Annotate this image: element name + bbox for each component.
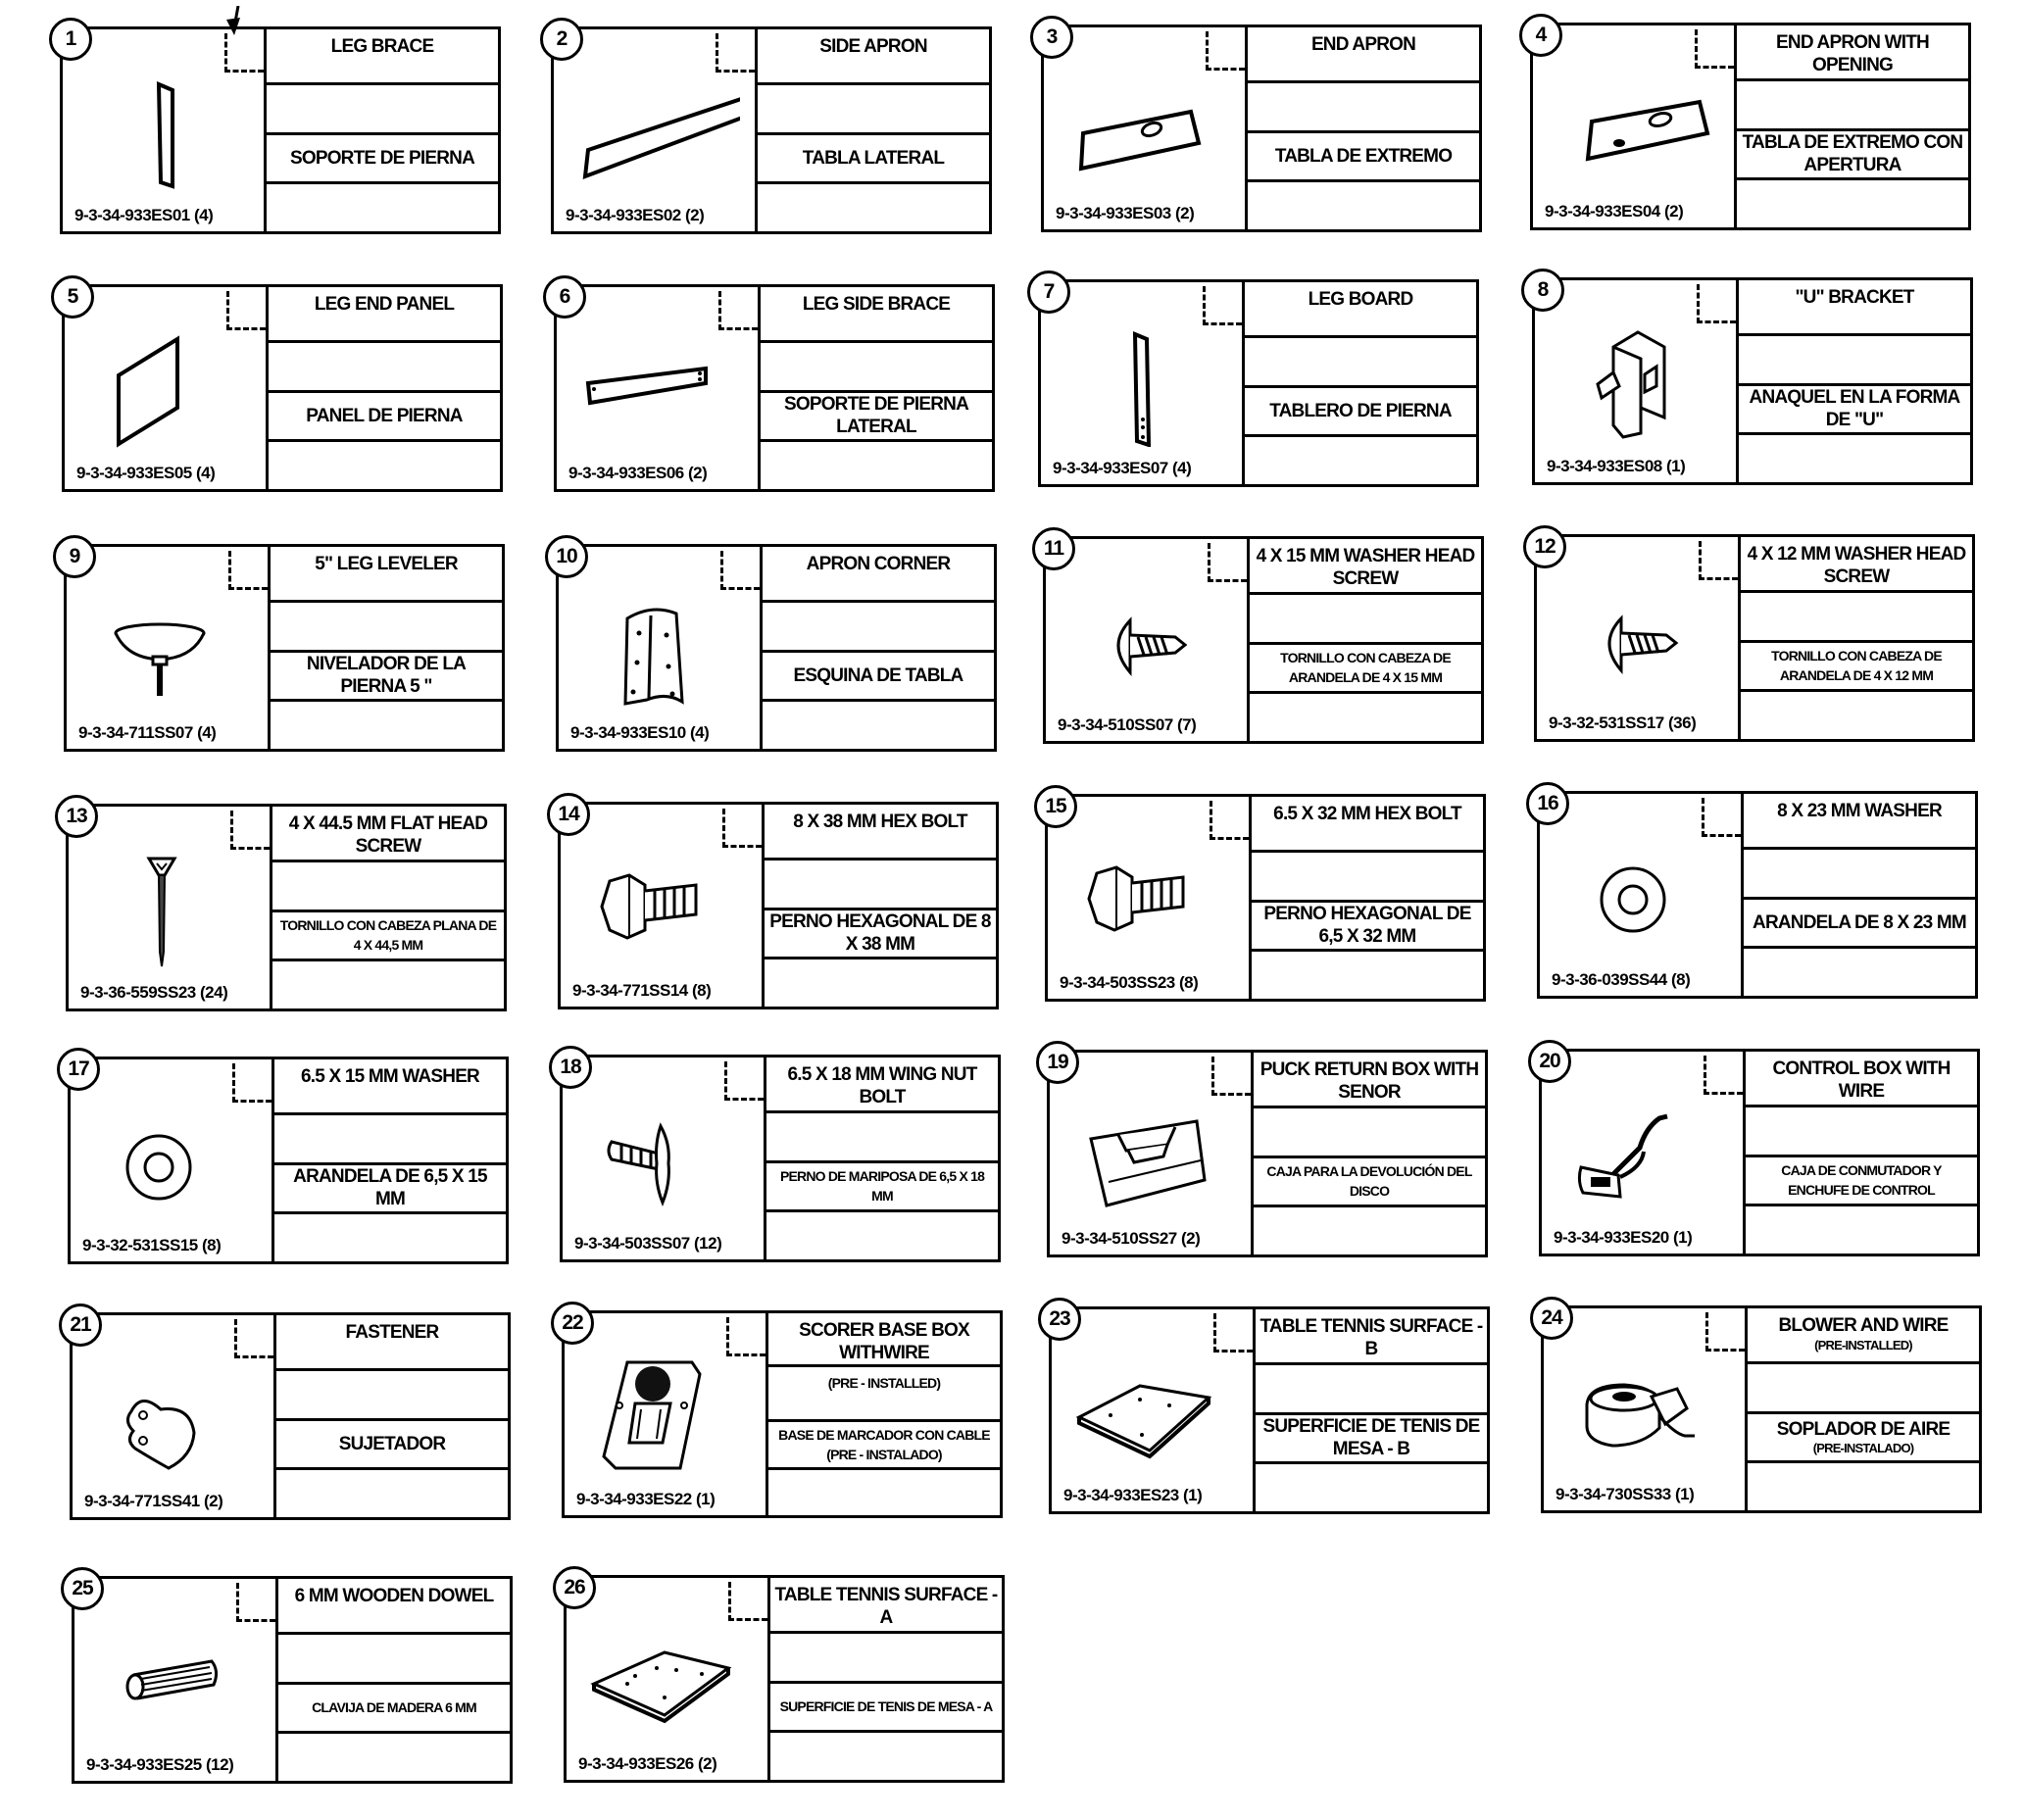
check-box[interactable] — [718, 291, 758, 330]
leg-board-icon — [1061, 329, 1227, 447]
apron-corner-icon — [578, 594, 745, 712]
spanish-label: PERNO HEXAGONAL DE 6,5 X 32 MM — [1252, 903, 1483, 953]
check-box[interactable] — [224, 33, 264, 73]
check-box[interactable] — [1705, 1312, 1745, 1352]
blank-cell — [758, 85, 989, 135]
english-label: 8 X 23 MM WASHER — [1744, 794, 1975, 850]
blank-cell — [267, 184, 498, 231]
part-number-badge: 25 — [61, 1567, 104, 1610]
part-illustration-panel — [1533, 25, 1737, 227]
side-apron-icon — [573, 76, 740, 194]
part-card-22 — [562, 1310, 1003, 1518]
part-card-21 — [70, 1312, 511, 1520]
scorer-base-box-icon — [584, 1360, 751, 1478]
part-label-table — [267, 29, 498, 231]
part-label-table — [1250, 539, 1481, 741]
blank-cell — [1250, 694, 1481, 741]
part-label-table — [758, 29, 989, 231]
english-note: (PRE-INSTALLED) — [1814, 1338, 1912, 1353]
part-card-13 — [66, 804, 507, 1011]
part-number: 9-3-34-933ES22 (1) — [576, 1490, 716, 1508]
check-box[interactable] — [1206, 31, 1245, 71]
blank-cell — [1256, 1365, 1487, 1415]
part-label-table — [1741, 537, 1972, 739]
part-number: 9-3-34-510SS07 (7) — [1058, 715, 1197, 734]
part-card-7 — [1038, 279, 1479, 487]
part-card-2 — [551, 26, 992, 234]
part-label-table — [1256, 1309, 1487, 1511]
washer-icon — [90, 1107, 257, 1224]
part-illustration-panel — [559, 547, 763, 749]
spanish-label: BASE DE MARCADOR CON CABLE (PRE - INSTALADO) — [768, 1422, 1000, 1470]
blank-cell — [269, 343, 500, 393]
part-number-badge: 24 — [1530, 1297, 1573, 1340]
english-label: TABLE TENNIS SURFACE - A — [770, 1578, 1002, 1634]
flat-head-screw-icon — [88, 854, 255, 971]
blank-cell — [1737, 180, 1968, 227]
english-label: 4 X 44.5 MM FLAT HEAD SCREW — [272, 807, 504, 862]
part-number: 9-3-34-730SS33 (1) — [1556, 1485, 1695, 1503]
part-card-9 — [64, 544, 505, 752]
spanish-label: SUPERFICIE DE TENIS DE MESA - B — [1256, 1415, 1487, 1465]
part-number-badge: 11 — [1032, 527, 1075, 570]
english-label: 6.5 X 15 MM WASHER — [274, 1059, 506, 1115]
blank-cell — [770, 1733, 1002, 1780]
part-illustration-panel — [65, 287, 269, 489]
part-illustration-panel — [67, 547, 271, 749]
part-illustration-panel — [1542, 1052, 1746, 1254]
blank-cell — [272, 862, 504, 912]
part-number-badge: 2 — [540, 18, 583, 61]
blank-cell — [278, 1635, 510, 1685]
blank-cell — [1741, 692, 1972, 739]
leg-leveler-icon — [86, 594, 253, 712]
english-label — [1748, 1308, 1979, 1364]
english-label: LEG SIDE BRACE — [761, 287, 992, 343]
part-label-table — [278, 1579, 510, 1781]
washer-head-screw-icon — [1556, 584, 1723, 702]
part-card-10 — [556, 544, 997, 752]
part-card-6 — [554, 284, 995, 492]
part-number-badge: 13 — [55, 795, 98, 838]
part-illustration-panel — [554, 29, 758, 231]
end-apron-opening-icon — [1553, 73, 1719, 190]
hex-bolt-icon — [1067, 844, 1234, 961]
blank-cell — [768, 1470, 1000, 1515]
wing-nut-bolt-icon — [582, 1105, 749, 1222]
part-card-4 — [1530, 23, 1971, 230]
english-label: CONTROL BOX WITH WIRE — [1746, 1052, 1977, 1107]
part-number: 9-3-34-503SS23 (8) — [1060, 973, 1199, 992]
part-card-25 — [72, 1576, 513, 1784]
part-number: 9-3-32-531SS15 (8) — [82, 1236, 222, 1254]
part-label-table — [269, 287, 500, 489]
blank-cell — [274, 1214, 506, 1261]
part-illustration-panel — [1540, 794, 1744, 996]
part-card-14 — [558, 802, 999, 1009]
spanish-label: ARANDELA DE 8 X 23 MM — [1744, 900, 1975, 950]
check-box[interactable] — [236, 1583, 275, 1622]
part-card-19 — [1047, 1050, 1488, 1257]
check-box[interactable] — [724, 1061, 764, 1101]
blank-cell — [1739, 435, 1970, 482]
blank-cell — [276, 1470, 508, 1517]
leg-brace-icon — [82, 76, 249, 194]
blank-cell — [1252, 952, 1483, 999]
check-box[interactable] — [1208, 543, 1247, 582]
blank-cell — [276, 1371, 508, 1421]
blank-cell — [1746, 1107, 1977, 1157]
blank-cell — [763, 603, 994, 653]
blank-cell — [1252, 853, 1483, 903]
part-number-badge: 1 — [49, 18, 92, 61]
part-card-5 — [62, 284, 503, 492]
spanish-label: PANEL DE PIERNA — [269, 393, 500, 443]
part-illustration-panel — [1050, 1053, 1254, 1254]
part-label-table — [274, 1059, 506, 1261]
part-number-badge: 17 — [57, 1048, 100, 1091]
part-illustration-panel — [74, 1579, 278, 1781]
blower-icon — [1563, 1355, 1730, 1473]
part-illustration-panel — [63, 29, 267, 231]
part-label-table — [1746, 1052, 1977, 1254]
check-box[interactable] — [1213, 1313, 1253, 1353]
spanish-label: ESQUINA DE TABLA — [763, 653, 994, 703]
english-label: PUCK RETURN BOX WITH SENOR — [1254, 1053, 1485, 1108]
part-number: 9-3-34-510SS27 (2) — [1062, 1229, 1201, 1248]
spanish-title: SOPLADOR DE AIRE — [1776, 1418, 1951, 1440]
check-box[interactable] — [728, 1582, 767, 1621]
check-box[interactable] — [228, 551, 268, 590]
part-label-table — [766, 1058, 998, 1259]
spanish-label: ANAQUEL EN LA FORMA DE "U" — [1739, 386, 1970, 436]
part-label-table — [1739, 280, 1970, 482]
english-label: 5" LEG LEVELER — [271, 547, 502, 603]
check-box[interactable] — [1203, 286, 1242, 325]
spanish-label: ARANDELA DE 6,5 X 15 MM — [274, 1165, 506, 1215]
part-card-16 — [1537, 791, 1978, 999]
spanish-label: CLAVIJA DE MADERA 6 MM — [278, 1685, 510, 1735]
part-card-26 — [564, 1575, 1005, 1783]
part-label-table — [763, 547, 994, 749]
part-number: 9-3-32-531SS17 (36) — [1549, 713, 1697, 732]
hex-bolt-icon — [580, 852, 747, 969]
part-illustration-panel — [1537, 537, 1741, 739]
part-illustration-panel — [1544, 1308, 1748, 1510]
part-illustration-panel — [563, 1058, 766, 1259]
english-label: TABLE TENNIS SURFACE - B — [1256, 1309, 1487, 1365]
english-label: LEG BRACE — [267, 29, 498, 85]
part-number-badge: 7 — [1027, 271, 1070, 314]
english-label: FASTENER — [276, 1315, 508, 1371]
part-illustration-panel — [71, 1059, 274, 1261]
part-number: 9-3-34-933ES05 (4) — [76, 464, 216, 482]
blank-cell — [1256, 1464, 1487, 1511]
blank-cell — [1254, 1108, 1485, 1158]
blank-cell — [1739, 336, 1970, 386]
part-label-table — [276, 1315, 508, 1517]
spanish-label: PERNO DE MARIPOSA DE 6,5 X 18 MM — [766, 1163, 998, 1213]
blank-cell — [1250, 595, 1481, 645]
english-note: (PRE - INSTALLED) — [768, 1367, 1000, 1421]
part-card-8 — [1532, 277, 1973, 485]
spanish-note: (PRE-INSTALADO) — [1812, 1440, 1914, 1455]
part-number-badge: 20 — [1528, 1040, 1571, 1083]
spanish-label: PERNO HEXAGONAL DE 8 X 38 MM — [765, 910, 996, 960]
table-surface-icon — [586, 1625, 753, 1743]
part-number-badge: 22 — [551, 1302, 594, 1345]
part-label-table — [1252, 797, 1483, 999]
part-number-badge: 4 — [1519, 14, 1562, 57]
blank-cell — [1748, 1463, 1979, 1510]
spanish-label — [1748, 1414, 1979, 1464]
part-number: 9-3-34-933ES26 (2) — [578, 1754, 717, 1773]
check-box[interactable] — [232, 1063, 272, 1103]
english-label: SCORER BASE BOX WITHWIRE — [768, 1313, 1000, 1367]
wooden-dowel-icon — [94, 1626, 261, 1744]
part-card-12 — [1534, 534, 1975, 742]
part-illustration-panel — [69, 807, 272, 1008]
blank-cell — [1245, 437, 1476, 484]
blank-cell — [766, 1113, 998, 1163]
part-number-badge: 3 — [1030, 16, 1073, 59]
leg-end-panel-icon — [84, 334, 251, 452]
english-label: 4 X 15 MM WASHER HEAD SCREW — [1250, 539, 1481, 595]
part-label-table — [271, 547, 502, 749]
part-label-table — [761, 287, 992, 489]
check-box[interactable] — [1211, 1057, 1251, 1096]
blank-cell — [763, 702, 994, 749]
part-illustration-panel — [1044, 27, 1248, 229]
part-illustration-panel — [1052, 1309, 1256, 1511]
part-number: 9-3-34-711SS07 (4) — [78, 723, 217, 742]
spanish-label: TORNILLO CON CABEZA PLANA DE 4 X 44,5 MM — [272, 912, 504, 962]
english-label: APRON CORNER — [763, 547, 994, 603]
spanish-label: NIVELADOR DE LA PIERNA 5 " — [271, 653, 502, 703]
english-label: "U" BRACKET — [1739, 280, 1970, 336]
english-label: END APRON WITH OPENING — [1737, 25, 1968, 81]
blank-cell — [1746, 1206, 1977, 1254]
pointer-arrow-icon — [221, 6, 250, 39]
part-label-table — [1737, 25, 1968, 227]
part-number: 9-3-34-503SS07 (12) — [574, 1234, 722, 1253]
check-box[interactable] — [1704, 1056, 1743, 1095]
part-number: 9-3-34-933ES23 (1) — [1063, 1486, 1203, 1504]
spanish-label: TABLA DE EXTREMO — [1248, 133, 1479, 183]
part-number-badge: 16 — [1526, 782, 1569, 825]
part-card-23 — [1049, 1306, 1490, 1514]
part-number: 9-3-34-933ES10 (4) — [570, 723, 710, 742]
blank-cell — [271, 603, 502, 653]
blank-cell — [1748, 1364, 1979, 1414]
part-number: 9-3-36-039SS44 (8) — [1552, 970, 1691, 989]
blank-cell — [765, 861, 996, 910]
blank-cell — [1744, 850, 1975, 900]
part-number: 9-3-34-933ES01 (4) — [74, 206, 214, 224]
part-number-badge: 9 — [53, 535, 96, 578]
blank-cell — [761, 442, 992, 489]
table-surface-icon — [1071, 1356, 1238, 1474]
washer-icon — [1559, 841, 1726, 959]
part-number-badge: 12 — [1523, 525, 1566, 568]
blank-cell — [761, 343, 992, 393]
english-label: SIDE APRON — [758, 29, 989, 85]
blank-cell — [272, 961, 504, 1008]
spanish-label: CAJA PARA LA DEVOLUCIÓN DEL DISCO — [1254, 1158, 1485, 1208]
english-label: 6 MM WOODEN DOWEL — [278, 1579, 510, 1635]
check-box[interactable] — [226, 291, 266, 330]
part-label-table — [768, 1313, 1000, 1515]
part-number-badge: 18 — [549, 1046, 592, 1089]
check-box[interactable] — [1697, 284, 1736, 323]
blank-cell — [770, 1634, 1002, 1684]
part-number-badge: 6 — [543, 275, 586, 319]
blank-cell — [758, 184, 989, 231]
part-number-badge: 5 — [51, 275, 94, 319]
part-number-badge: 10 — [545, 535, 588, 578]
puck-return-box-icon — [1069, 1100, 1236, 1217]
check-box[interactable] — [234, 1319, 273, 1358]
part-number: 9-3-34-933ES04 (2) — [1545, 202, 1684, 221]
part-card-24 — [1541, 1305, 1982, 1513]
part-illustration-panel — [73, 1315, 276, 1517]
blank-cell — [765, 959, 996, 1007]
part-label-table — [765, 805, 996, 1007]
check-box[interactable] — [1702, 798, 1741, 837]
part-number-badge: 8 — [1521, 269, 1564, 312]
spanish-label: SUJETADOR — [276, 1421, 508, 1471]
blank-cell — [274, 1115, 506, 1165]
part-number: 9-3-34-933ES03 (2) — [1056, 204, 1195, 222]
part-label-table — [1748, 1308, 1979, 1510]
check-box[interactable] — [722, 809, 762, 848]
blank-cell — [269, 442, 500, 489]
part-card-17 — [68, 1057, 509, 1264]
part-illustration-panel — [567, 1578, 770, 1780]
check-box[interactable] — [1210, 801, 1249, 840]
english-label: LEG BOARD — [1245, 282, 1476, 338]
leg-side-brace-icon — [576, 334, 743, 452]
spanish-label: TORNILLO CON CABEZA DE ARANDELA DE 4 X 15 MM — [1250, 645, 1481, 695]
part-number: 9-3-34-933ES08 (1) — [1547, 457, 1686, 475]
english-label: 4 X 12 MM WASHER HEAD SCREW — [1741, 537, 1972, 593]
part-card-1 — [60, 26, 501, 234]
part-card-3 — [1041, 25, 1482, 232]
english-label: 6.5 X 32 MM HEX BOLT — [1252, 797, 1483, 853]
blank-cell — [1737, 81, 1968, 131]
part-label-table — [1248, 27, 1479, 229]
part-illustration-panel — [1535, 280, 1739, 482]
spanish-label: SOPORTE DE PIERNA — [267, 135, 498, 185]
part-card-20 — [1539, 1049, 1980, 1256]
spanish-label: SUPERFICIE DE TENIS DE MESA - A — [770, 1684, 1002, 1734]
check-box[interactable] — [716, 33, 755, 73]
blank-cell — [1741, 593, 1972, 643]
u-bracket-icon — [1555, 327, 1721, 445]
part-label-table — [1245, 282, 1476, 484]
part-card-18 — [560, 1055, 1001, 1262]
blank-cell — [271, 702, 502, 749]
part-number: 9-3-34-933ES02 (2) — [566, 206, 705, 224]
english-label: 6.5 X 18 MM WING NUT BOLT — [766, 1058, 998, 1113]
part-illustration-panel — [1046, 539, 1250, 741]
control-box-icon — [1561, 1099, 1728, 1216]
part-label-table — [272, 807, 504, 1008]
part-number: 9-3-34-933ES25 (12) — [86, 1755, 234, 1774]
blank-cell — [1254, 1207, 1485, 1254]
blank-cell — [267, 85, 498, 135]
part-number: 9-3-34-771SS41 (2) — [84, 1492, 223, 1510]
english-label: END APRON — [1248, 27, 1479, 83]
blank-cell — [278, 1734, 510, 1781]
part-illustration-panel — [1048, 797, 1252, 999]
spanish-label: TORNILLO CON CABEZA DE ARANDELA DE 4 X 12 MM — [1741, 643, 1972, 693]
washer-head-screw-icon — [1065, 586, 1232, 704]
part-number-badge: 23 — [1038, 1298, 1081, 1341]
part-illustration-panel — [557, 287, 761, 489]
part-number-badge: 26 — [553, 1566, 596, 1609]
fastener-clip-icon — [92, 1362, 259, 1480]
check-box[interactable] — [726, 1317, 766, 1356]
part-number: 9-3-34-933ES06 (2) — [568, 464, 708, 482]
blank-cell — [766, 1212, 998, 1259]
part-number: 9-3-34-771SS14 (8) — [572, 981, 712, 1000]
part-number: 9-3-36-559SS23 (24) — [80, 983, 228, 1002]
blank-cell — [1248, 182, 1479, 229]
spanish-label: TABLA DE EXTREMO CON APERTURA — [1737, 131, 1968, 181]
part-label-table — [1744, 794, 1975, 996]
check-box[interactable] — [720, 551, 760, 590]
part-label-table — [1254, 1053, 1485, 1254]
part-number: 9-3-34-933ES20 (1) — [1554, 1228, 1693, 1247]
spanish-label: CAJA DE CONMUTADOR Y ENCHUFE DE CONTROL — [1746, 1157, 1977, 1207]
english-label: 8 X 38 MM HEX BOLT — [765, 805, 996, 861]
part-number-badge: 21 — [59, 1304, 102, 1347]
part-card-15 — [1045, 794, 1486, 1002]
blank-cell — [1248, 83, 1479, 133]
part-number-badge: 15 — [1034, 785, 1077, 828]
spanish-label: SOPORTE DE PIERNA LATERAL — [761, 393, 992, 443]
english-title: BLOWER AND WIRE — [1778, 1315, 1949, 1336]
part-number: 9-3-34-933ES07 (4) — [1053, 459, 1192, 477]
part-number-badge: 14 — [547, 793, 590, 836]
english-label: LEG END PANEL — [269, 287, 500, 343]
check-box[interactable] — [230, 811, 270, 850]
blank-cell — [1744, 949, 1975, 996]
part-illustration-panel — [565, 1313, 768, 1515]
check-box[interactable] — [1695, 29, 1734, 69]
part-number-badge: 19 — [1036, 1041, 1079, 1084]
spanish-label: TABLERO DE PIERNA — [1245, 388, 1476, 438]
part-illustration-panel — [1041, 282, 1245, 484]
part-label-table — [770, 1578, 1002, 1780]
spanish-label: TABLA LATERAL — [758, 135, 989, 185]
check-box[interactable] — [1699, 541, 1738, 580]
part-card-11 — [1043, 536, 1484, 744]
end-apron-icon — [1063, 74, 1230, 192]
blank-cell — [1245, 338, 1476, 388]
part-illustration-panel — [561, 805, 765, 1007]
